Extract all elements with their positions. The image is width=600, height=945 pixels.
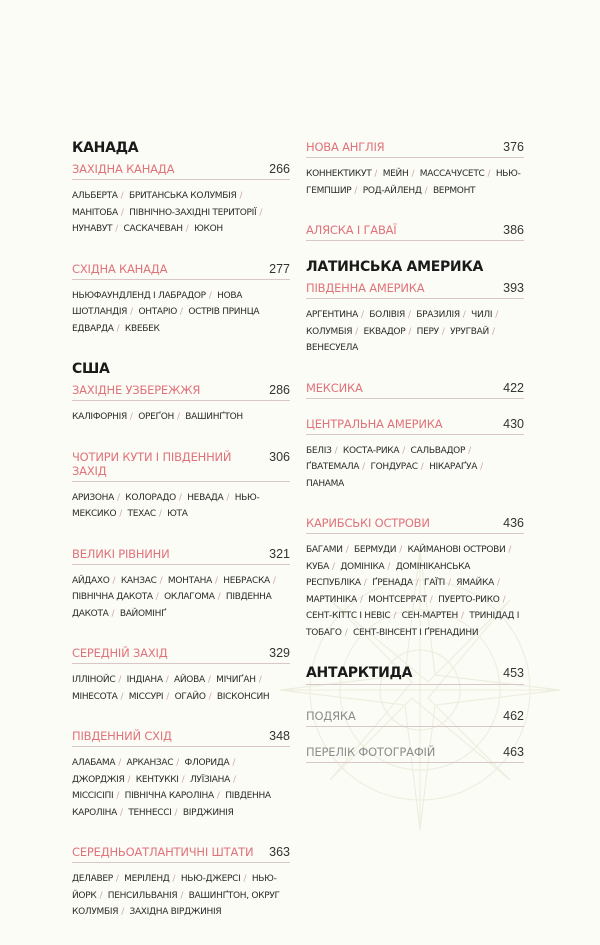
- section-title[interactable]: МЕКСИКА: [306, 380, 363, 395]
- place-name: СЕН-МАРТЕН: [401, 611, 458, 621]
- place-name: НЕВАДА: [187, 492, 224, 503]
- place-name: НЬЮ-ГЕМПШИР: [306, 169, 521, 196]
- separator: /: [239, 191, 243, 201]
- separator: /: [118, 675, 122, 685]
- place-list: [72, 573, 290, 623]
- place-name: КУБА: [306, 561, 330, 572]
- place-name: УРУГВАЙ: [450, 326, 489, 337]
- separator: /: [172, 874, 176, 884]
- separator: /: [374, 169, 378, 179]
- section-title[interactable]: ЗАХІДНЕ УЗБЕРЕЖЖЯ: [72, 383, 201, 397]
- region-heading: ЛАТИНСЬКА АМЕРИКА: [306, 259, 484, 275]
- toc-entry-row: [306, 709, 524, 727]
- toc-entry[interactable]: [306, 223, 524, 241]
- separator: /: [487, 169, 491, 179]
- place-list: [72, 288, 290, 338]
- place-name: АЙОВА: [174, 675, 205, 685]
- toc-entry-row: [306, 745, 524, 763]
- place-name: ЮКОН: [194, 224, 223, 234]
- region-heading: АНТАРКТИДА: [306, 665, 413, 681]
- separator: /: [127, 774, 131, 785]
- separator: /: [166, 691, 169, 702]
- place-name: БЕЛІЗ: [306, 445, 332, 456]
- page-number: 329: [269, 646, 290, 660]
- separator: /: [345, 545, 349, 555]
- toc-entry[interactable]: [306, 140, 524, 199]
- separator: /: [441, 326, 445, 337]
- section-title[interactable]: НОВА АНГЛІЯ: [306, 140, 385, 154]
- place-name: КЕНТУККІ: [135, 774, 179, 785]
- toc-left-column: [72, 140, 290, 945]
- place-name: ПЕРУ: [416, 326, 439, 337]
- page-number: 422: [503, 380, 524, 395]
- place-name: ВІРДЖИНІЯ: [182, 807, 234, 818]
- toc-right-column: [306, 140, 524, 781]
- separator: /: [354, 185, 358, 196]
- separator: /: [185, 224, 189, 234]
- place-name: ОРЕҐОН: [138, 412, 174, 422]
- separator: /: [387, 561, 391, 572]
- section-title[interactable]: ЦЕНТРАЛЬНА АМЕРИКА: [306, 416, 443, 431]
- place-name: ВЕНЕСУЕЛА: [306, 343, 358, 353]
- region-heading: США: [72, 361, 110, 377]
- place-name: АРИЗОНА: [72, 492, 114, 503]
- place-name: ПІВДЕННА ДАКОТА: [72, 592, 272, 619]
- place-name: НЬЮ-ЙОРК: [72, 874, 277, 901]
- section-title[interactable]: ПОДЯКА: [306, 709, 356, 723]
- separator: /: [121, 907, 124, 917]
- separator: /: [119, 509, 122, 519]
- separator: /: [159, 575, 163, 586]
- separator: /: [355, 326, 358, 337]
- region-heading: КАНАДА: [72, 140, 139, 156]
- page-number: 436: [503, 516, 524, 530]
- place-name: ПІВДЕННА КАРОЛІНА: [72, 791, 271, 818]
- place-name: НЕБРАСКА: [223, 575, 270, 586]
- separator: /: [429, 594, 433, 605]
- separator: /: [491, 326, 495, 337]
- separator: /: [115, 874, 119, 884]
- separator: /: [332, 561, 335, 572]
- place-name: МІЧИҐАН: [216, 675, 256, 685]
- separator: /: [480, 462, 483, 472]
- place-name: ОКЛАГОМА: [164, 592, 215, 602]
- page-number: 386: [503, 223, 524, 237]
- place-name: МІССІСІПІ: [72, 791, 114, 801]
- place-name: ЮТА: [167, 509, 188, 519]
- separator: /: [214, 575, 218, 586]
- toc-entry-row: [306, 140, 524, 158]
- place-name: САЛЬВАДОР: [410, 445, 466, 456]
- separator: /: [508, 545, 512, 555]
- place-name: АРГЕНТИНА: [306, 310, 358, 320]
- toc-entry-row: [72, 845, 290, 863]
- separator: /: [120, 807, 123, 818]
- page-number: 306: [269, 449, 290, 464]
- section-title[interactable]: ЧОТИРИ КУТИ І ПІВДЕННИЙ ЗАХІД: [72, 449, 232, 478]
- toc-entry-row: [306, 381, 524, 399]
- separator: /: [207, 675, 211, 685]
- separator: /: [120, 207, 124, 218]
- place-name: КАЙМАНОВІ ОСТРОВИ: [407, 545, 506, 555]
- place-name: РОД-АЙЛЕНД: [362, 185, 422, 196]
- place-name: НІКАРАҐУА: [429, 462, 478, 472]
- separator: /: [129, 412, 133, 422]
- section-title[interactable]: ПЕРЕЛІК ФОТОГРАФІЙ: [306, 745, 436, 759]
- page-number: 363: [269, 845, 290, 859]
- place-name: ҐВАТЕМАЛА: [306, 462, 360, 472]
- place-name: ДЖОРДЖІЯ: [72, 774, 125, 785]
- place-name: МЕЙН: [382, 169, 409, 179]
- section-title[interactable]: ВЕЛИКІ РІВНИНИ: [72, 546, 170, 561]
- place-name: ДЕЛАВЕР: [72, 874, 113, 884]
- toc-entry[interactable]: [72, 383, 290, 426]
- separator: /: [468, 445, 471, 456]
- place-name: АЙДАХО: [72, 575, 110, 586]
- separator: /: [116, 323, 120, 334]
- place-name: БАГАМИ: [306, 545, 343, 555]
- place-name: АЛЬБЕРТА: [72, 191, 118, 201]
- toc-entry-row: [72, 547, 290, 565]
- toc-entry[interactable]: [72, 729, 290, 821]
- place-list: [72, 755, 290, 821]
- separator: /: [174, 807, 178, 818]
- place-name: МАССАЧУСЕТС: [419, 169, 485, 179]
- place-name: МОНТСЕРРАТ: [368, 594, 427, 605]
- toc-entry-row: [306, 417, 524, 435]
- place-name: АЛАБАМА: [72, 758, 116, 768]
- place-name: ЗАХІДНА ВІРДЖИНІЯ: [129, 907, 222, 917]
- separator: /: [243, 874, 247, 884]
- place-name: ВАШИНҐТОН: [185, 412, 243, 422]
- section-title[interactable]: ПІВДЕННИЙ СХІД: [72, 729, 172, 743]
- place-name: СЕНТ-КІТТС І НЕВІС: [306, 611, 391, 621]
- toc-entry[interactable]: [306, 516, 524, 641]
- toc-entry[interactable]: [306, 417, 524, 493]
- place-name: КОСТА-РИКА: [342, 445, 400, 456]
- place-list: [306, 443, 524, 493]
- place-name: ОГАЙО: [174, 691, 206, 702]
- page-number: 266: [269, 162, 290, 176]
- separator: /: [208, 691, 212, 702]
- separator: /: [460, 611, 464, 621]
- separator: /: [180, 890, 184, 901]
- separator: /: [208, 290, 212, 301]
- section-title[interactable]: СЕРЕДНЬОАТЛАНТИЧНІ ШТАТИ: [72, 845, 254, 859]
- place-name: ПІВНІЧНА ДАКОТА: [72, 592, 153, 602]
- place-name: МІНЕСОТА: [72, 691, 118, 702]
- toc-entry[interactable]: [72, 162, 290, 238]
- place-name: ПІВНІЧНО-ЗАХІДНІ ТЕРИТОРІЇ: [129, 207, 257, 218]
- place-name: АРКАНЗАС: [126, 758, 174, 768]
- place-name: БЕРМУДИ: [353, 545, 397, 555]
- toc-entry[interactable]: [72, 450, 290, 523]
- separator: /: [112, 575, 116, 586]
- toc-entry[interactable]: [306, 281, 524, 357]
- separator: /: [180, 307, 183, 317]
- place-name: ПАНАМА: [306, 478, 344, 489]
- toc-entry[interactable]: [306, 709, 524, 727]
- separator: /: [217, 592, 221, 602]
- place-name: ГАЇТІ: [424, 578, 445, 588]
- separator: /: [116, 791, 120, 801]
- place-name: ТРИНІДАД І ТОБАГО: [306, 611, 520, 638]
- separator: /: [155, 592, 159, 602]
- place-name: КОЛУМБІЯ: [306, 326, 353, 337]
- separator: /: [120, 691, 124, 702]
- place-name: НУНАВУТ: [72, 224, 113, 234]
- place-name: КАНЗАС: [120, 575, 157, 586]
- separator: /: [99, 890, 103, 901]
- separator: /: [402, 445, 405, 456]
- separator: /: [360, 310, 364, 320]
- toc-entry-row: [72, 383, 290, 401]
- separator: /: [411, 169, 415, 179]
- separator: /: [130, 307, 133, 317]
- separator: /: [344, 627, 348, 638]
- place-list: [72, 871, 290, 921]
- place-list: [306, 542, 524, 641]
- page-number: 277: [269, 261, 290, 276]
- place-list: [306, 307, 524, 357]
- page-number: 463: [503, 745, 524, 759]
- toc-entry-row: [72, 646, 290, 664]
- separator: /: [232, 758, 236, 768]
- place-name: БРАЗИЛІЯ: [416, 310, 460, 320]
- toc-entry-row: [306, 223, 524, 241]
- place-list: [306, 166, 524, 199]
- separator: /: [415, 578, 419, 588]
- separator: /: [115, 224, 118, 234]
- place-name: НЬЮ-ДЖЕРСІ: [180, 874, 241, 884]
- place-name: ВАШИНҐТОН, ОКРУГ КОЛУМБІЯ: [72, 890, 280, 917]
- place-list: [72, 188, 290, 238]
- separator: /: [359, 594, 363, 605]
- place-list: [72, 409, 290, 426]
- place-name: ЕКВАДОР: [363, 326, 406, 337]
- place-name: КОННЕКТИКУТ: [306, 169, 372, 179]
- place-name: БРИТАНСЬКА КОЛУМБІЯ: [128, 191, 237, 201]
- place-name: ОСТРІВ ПРИНЦА ЕДВАРДА: [72, 307, 260, 334]
- place-name: ТЕХАС: [127, 509, 156, 519]
- toc-entry[interactable]: [306, 745, 524, 763]
- place-name: ТЕННЕССІ: [128, 807, 172, 818]
- place-name: МОНТАНА: [167, 575, 212, 586]
- separator: /: [158, 509, 162, 519]
- place-list: [72, 672, 290, 705]
- place-name: ІЛЛІНОЙС: [72, 675, 116, 685]
- section-title[interactable]: АЛЯСКА І ГАВАЇ: [306, 223, 397, 237]
- place-name: НОВА ШОТЛАНДІЯ: [72, 290, 243, 317]
- place-name: ПЕНСИЛЬВАНІЯ: [107, 890, 178, 901]
- separator: /: [226, 492, 230, 503]
- toc-entry[interactable]: [72, 845, 290, 921]
- place-name: ЯМАЙКА: [456, 578, 494, 588]
- toc-entry[interactable]: [72, 262, 290, 338]
- place-name: НЬЮФАУНДЛЕНД І ЛАБРАДОР: [72, 290, 206, 301]
- place-name: ЛУЇЗІАНА: [189, 774, 230, 785]
- place-name: ДОМІНІКА: [340, 561, 385, 572]
- page-number: 393: [503, 281, 524, 295]
- separator: /: [399, 545, 402, 555]
- separator: /: [408, 326, 412, 337]
- toc-entry-row: [72, 262, 290, 280]
- separator: /: [362, 462, 365, 472]
- place-name: ВЕРМОНТ: [432, 185, 476, 196]
- toc-entry-row: [72, 729, 290, 747]
- section-title[interactable]: СХІДНА КАНАДА: [72, 261, 168, 276]
- separator: /: [176, 412, 180, 422]
- separator: /: [447, 578, 451, 588]
- separator: /: [120, 191, 124, 201]
- separator: /: [363, 578, 367, 588]
- place-name: НЬЮ-МЕКСИКО: [72, 492, 260, 519]
- separator: /: [111, 608, 115, 619]
- place-name: КАЛІФОРНІЯ: [72, 412, 127, 422]
- toc-entry-row: [306, 281, 524, 299]
- separator: /: [176, 758, 179, 768]
- toc-entry-row: [72, 162, 290, 180]
- section-title[interactable]: КАРИБСЬКІ ОСТРОВИ: [306, 516, 430, 530]
- separator: /: [502, 594, 506, 605]
- separator: /: [334, 445, 338, 456]
- separator: /: [393, 611, 397, 621]
- place-name: САСКАЧЕВАН: [123, 224, 183, 234]
- place-name: ФЛОРИДА: [184, 758, 230, 768]
- separator: /: [232, 774, 236, 785]
- separator: /: [216, 791, 220, 801]
- place-name: МАНІТОБА: [72, 207, 118, 218]
- section-title[interactable]: СЕРЕДНІЙ ЗАХІД: [72, 646, 168, 660]
- place-name: БОЛІВІЯ: [369, 310, 405, 320]
- toc-entry[interactable]: [72, 547, 290, 623]
- separator: /: [424, 185, 428, 196]
- separator: /: [178, 492, 182, 503]
- separator: /: [181, 774, 185, 785]
- place-name: ҐРЕНАДА: [372, 578, 413, 588]
- place-name: МІССУРІ: [128, 691, 164, 702]
- region-group: [306, 665, 524, 685]
- separator: /: [259, 207, 263, 218]
- separator: /: [272, 575, 276, 586]
- separator: /: [258, 675, 262, 685]
- place-name: СЕНТ-ВІНСЕНТ І ҐРЕНАДИНИ: [352, 627, 479, 638]
- place-name: ІНДІАНА: [126, 675, 163, 685]
- place-name: КОЛОРАДО: [125, 492, 176, 503]
- toc-entry[interactable]: [72, 646, 290, 705]
- page-number: 376: [503, 140, 524, 154]
- page-number: 453: [503, 666, 524, 680]
- place-name: МЕРІЛЕНД: [124, 874, 170, 884]
- separator: /: [462, 310, 466, 320]
- place-name: ДОМІНІКАНСЬКА РЕСПУБЛІКА: [306, 561, 471, 588]
- page-number: 462: [503, 709, 524, 723]
- page-number: 321: [269, 546, 290, 561]
- place-name: ОНТАРІО: [138, 307, 178, 317]
- place-name: ЧИЛІ: [471, 310, 493, 320]
- separator: /: [118, 758, 121, 768]
- page-number: 348: [269, 729, 290, 743]
- place-name: КВЕБЕК: [124, 323, 160, 334]
- separator: /: [495, 310, 498, 320]
- place-name: ПІВНІЧНА КАРОЛІНА: [124, 791, 214, 801]
- page-number: 430: [503, 416, 524, 431]
- section-title[interactable]: ПІВДЕННА АМЕРИКА: [306, 281, 425, 295]
- place-name: ВІСКОНСИН: [216, 691, 270, 702]
- separator: /: [117, 492, 120, 503]
- section-title[interactable]: ЗАХІДНА КАНАДА: [72, 162, 175, 176]
- separator: /: [165, 675, 169, 685]
- place-name: ГОНДУРАС: [370, 462, 418, 472]
- separator: /: [407, 310, 411, 320]
- page-number: 286: [269, 383, 290, 397]
- toc-entry[interactable]: [306, 381, 524, 399]
- region-heading-row: [306, 665, 524, 685]
- place-name: ВАЙОМІНҐ: [119, 608, 167, 619]
- place-name: ПУЕРТО-РИКО: [438, 594, 500, 605]
- separator: /: [420, 462, 424, 472]
- toc-entry-row: [306, 516, 524, 534]
- place-name: МАРТИНІКА: [306, 594, 357, 605]
- separator: /: [496, 578, 500, 588]
- toc-entry-row: [72, 450, 290, 482]
- place-list: [72, 490, 290, 523]
